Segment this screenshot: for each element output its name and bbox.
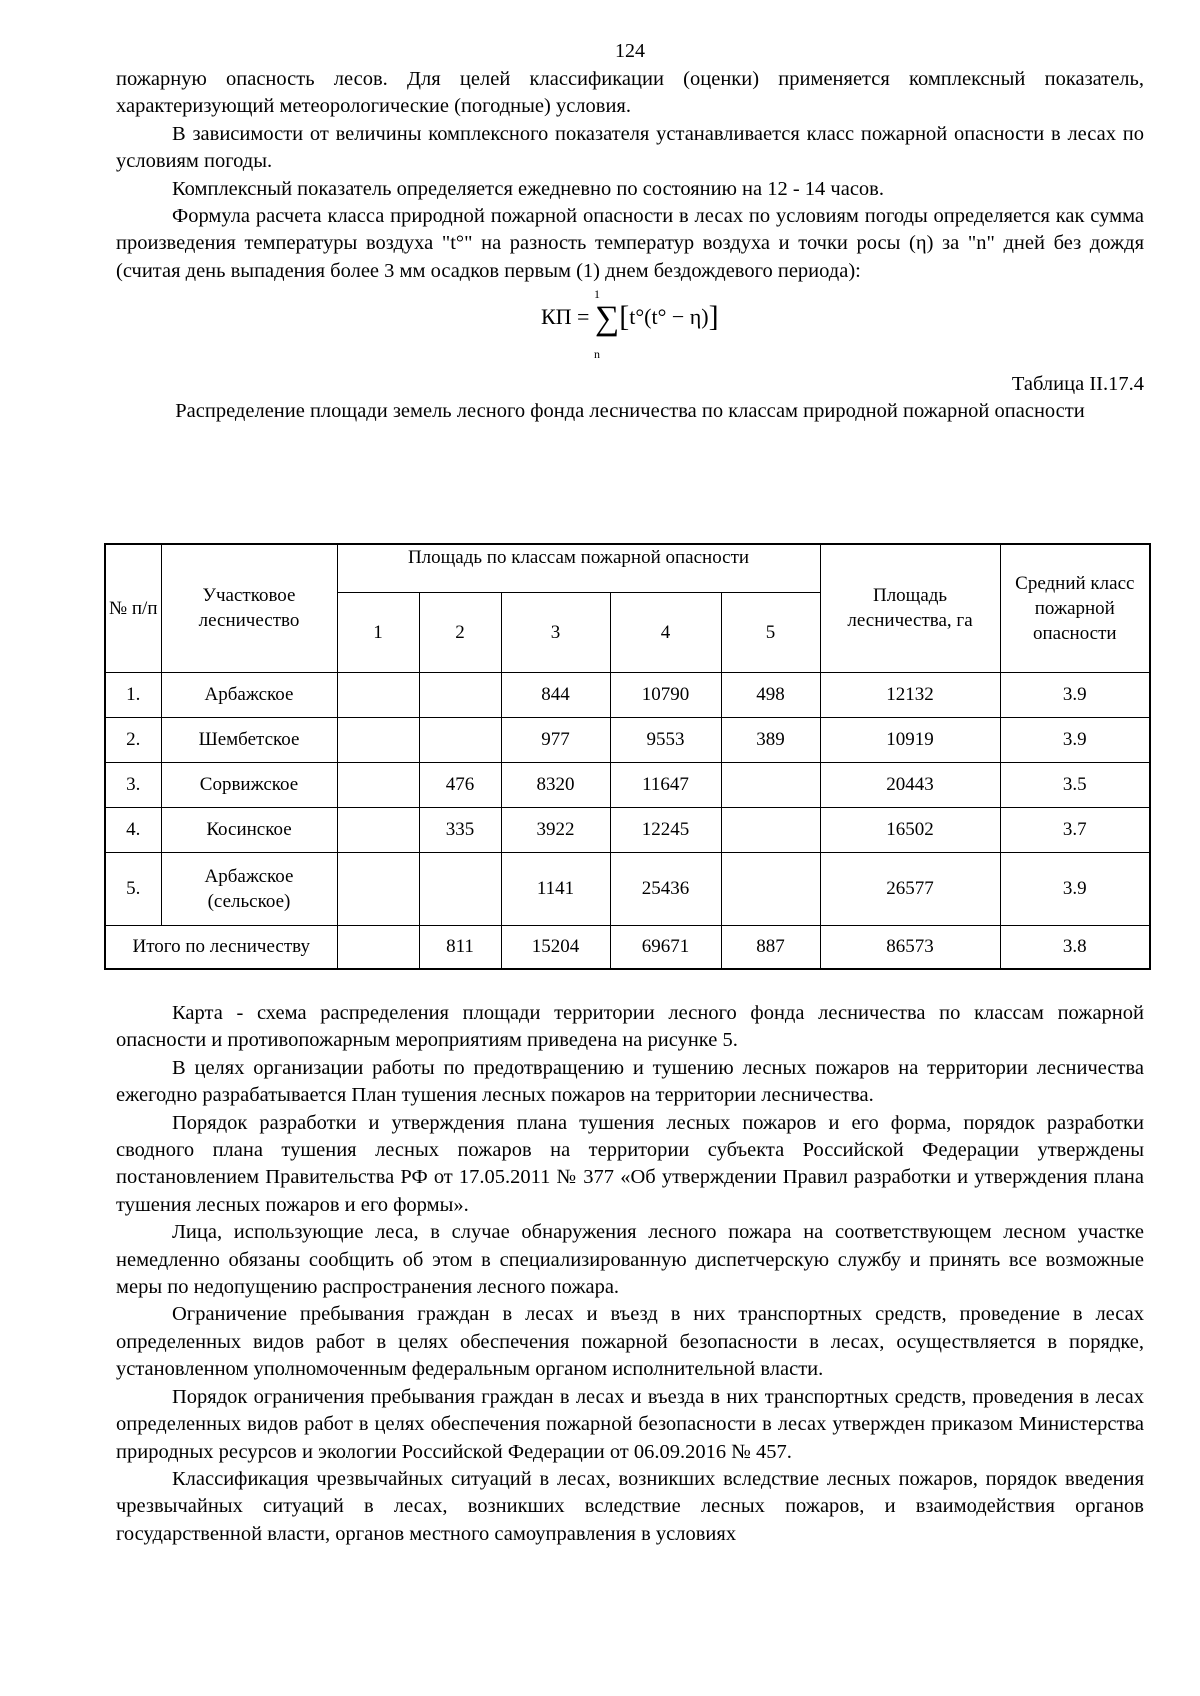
table-row [105,717,1150,762]
total-c2: 811 [419,925,501,969]
cell-avg: 3.9 [1000,717,1150,762]
cell-c4: 12245 [610,807,721,852]
cell-c5 [721,762,820,807]
cell-c1 [337,762,419,807]
cell-c4: 25436 [610,852,721,925]
cell-area: 26577 [820,852,1000,925]
table-header-row [105,544,1150,592]
body-text [116,1000,1144,1548]
table-title: Распределение площади земель лесного фонда лесничества по классам природной пожарной опасности [175,400,1085,423]
cell-num: 1. [105,672,161,717]
header-class-4: 4 [610,592,721,672]
cell-c3: 1141 [501,852,610,925]
cell-num: 5. [105,852,161,925]
header-num: № п/п [105,544,161,672]
paragraph: В зависимости от величины комплексного показателя устанавливается класс пожарной опасности в лесах по условиям погоды. [116,122,1144,173]
header-district: Участковое лесничество [161,544,337,672]
formula-body: t°(t° − η) [629,304,709,330]
header-class-2: 2 [419,592,501,672]
paragraph: пожарную опасность лесов. Для целей классификации (оценки) применяется комплексный показатель, характеризующий метеорологические (погодные) условия. [116,68,1144,118]
cell-c1 [337,672,419,717]
sigma-symbol: ∑ [594,300,620,338]
total-c5: 887 [721,925,820,969]
paragraph: Комплексный показатель определяется ежедневно по состоянию на 12 - 14 часов. [172,177,884,200]
formula-lhs: КП = [541,304,595,330]
cell-area: 12132 [820,672,1000,717]
paragraph: Классификация чрезвычайных ситуаций в лесах, возникших вследствие лесных пожаров, порядок введения чрезвычайных ситуаций в лесах, возникших вследствие лесных пожаров, и взаимодействия органов государственной власти, органов местного самоуправления в условиях [116,1467,1144,1545]
formula-lower-limit: n [594,347,600,362]
formula-close-bracket: ] [708,300,719,334]
paragraph: В целях организации работы по предотвращению и тушению лесных пожаров на территории лесничества ежегодно разрабатывается План тушения лесных пожаров на территории лесничества. [116,1056,1144,1107]
cell-c3: 3922 [501,807,610,852]
cell-name: Шембетское [161,717,337,762]
formula-upper-limit: 1 [594,287,600,302]
cell-c5 [721,807,820,852]
header-area-by-class: Площадь по классам пожарной опасности [337,544,820,592]
cell-c5: 389 [721,717,820,762]
cell-name: Косинское [161,807,337,852]
cell-c1 [337,807,419,852]
cell-c4: 11647 [610,762,721,807]
cell-name: Сорвижское [161,762,337,807]
cell-name: Арбажское [161,672,337,717]
header-total-area: Площадь лесничества, га [820,544,1000,672]
total-c1 [337,925,419,969]
table-row [105,807,1150,852]
cell-avg: 3.5 [1000,762,1150,807]
header-class-1: 1 [337,592,419,672]
cell-c2: 335 [419,807,501,852]
table-row [105,762,1150,807]
cell-c1 [337,852,419,925]
cell-avg: 3.7 [1000,807,1150,852]
cell-c5 [721,852,820,925]
fire-class-table [104,543,1151,970]
cell-num: 3. [105,762,161,807]
cell-num: 2. [105,717,161,762]
header-class-3: 3 [501,592,610,672]
cell-c3: 8320 [501,762,610,807]
cell-avg: 3.9 [1000,852,1150,925]
total-c4: 69671 [610,925,721,969]
header-avg-class: Средний класс пожарной опасности [1000,544,1150,672]
cell-c2 [419,717,501,762]
total-c3: 15204 [501,925,610,969]
formula-open-bracket: [ [619,300,630,334]
cell-c1 [337,717,419,762]
cell-area: 20443 [820,762,1000,807]
paragraph: Порядок разработки и утверждения плана тушения лесных пожаров и его форма, порядок разработки сводного плана тушения лесных пожаров на территории субъекта Российской Федерации утверждены постановлением Правительства РФ от 17.05.2011 № 377 «Об утверждении Правил разработки и утверждения плана тушения лесных пожаров и его формы». [116,1111,1144,1216]
table-row [105,672,1150,717]
table-total-row [105,925,1150,969]
total-area: 86573 [820,925,1000,969]
cell-c2: 476 [419,762,501,807]
cell-c3: 977 [501,717,610,762]
paragraph: Формула расчета класса природной пожарной опасности в лесах по условиям погоды определяется как сумма произведения температуры воздуха "t°" на разность температур воздуха и точки росы (η) за "n" дней без дождя (считая день выпадения более 3 мм осадков первым (1) днем бездождевого периода): [116,205,1144,282]
cell-c2 [419,852,501,925]
paragraph: Порядок ограничения пребывания граждан в лесах и въезда в них транспортных средств, проведения в лесах определенных видов работ в целях обеспечения пожарной безопасности в лесах утвержден приказом Министерства природных ресурсов и экологии Российской Федерации от 06.09.2016 № 457. [116,1385,1144,1463]
cell-area: 10919 [820,717,1000,762]
cell-area: 16502 [820,807,1000,852]
total-avg: 3.8 [1000,925,1150,969]
cell-c4: 9553 [610,717,721,762]
cell-c2 [419,672,501,717]
table-number: Таблица II.17.4 [1011,373,1144,396]
paragraph: Лица, использующие леса, в случае обнаружения лесного пожара на соответствующем лесном участке немедленно обязаны сообщить об этом в специализированную диспетчерскую службу и принять все возможные меры по недопущению распространения лесного пожара. [116,1221,1144,1299]
cell-c5: 498 [721,672,820,717]
total-label: Итого по лесничеству [105,925,337,969]
paragraph: Ограничение пребывания граждан в лесах и въезд в них транспортных средств, проведение в лесах определенных видов работ в целях обеспечения пожарной безопасности в лесах, осуществляется в порядке, установленном уполномоченным федеральным органом исполнительной власти. [116,1303,1144,1381]
cell-num: 4. [105,807,161,852]
header-class-5: 5 [721,592,820,672]
table-row [105,852,1150,925]
page-top [116,38,1144,425]
intro-text [116,66,1144,285]
cell-name: Арбажское (сельское) [161,852,337,925]
paragraph: Карта - схема распределения площади территории лесного фонда лесничества по классам пожарной опасности и противопожарным мероприятиям приведена на рисунке 5. [116,1002,1144,1052]
page-number: 124 [615,40,645,62]
formula [116,285,1144,365]
cell-c3: 844 [501,672,610,717]
cell-c4: 10790 [610,672,721,717]
cell-avg: 3.9 [1000,672,1150,717]
